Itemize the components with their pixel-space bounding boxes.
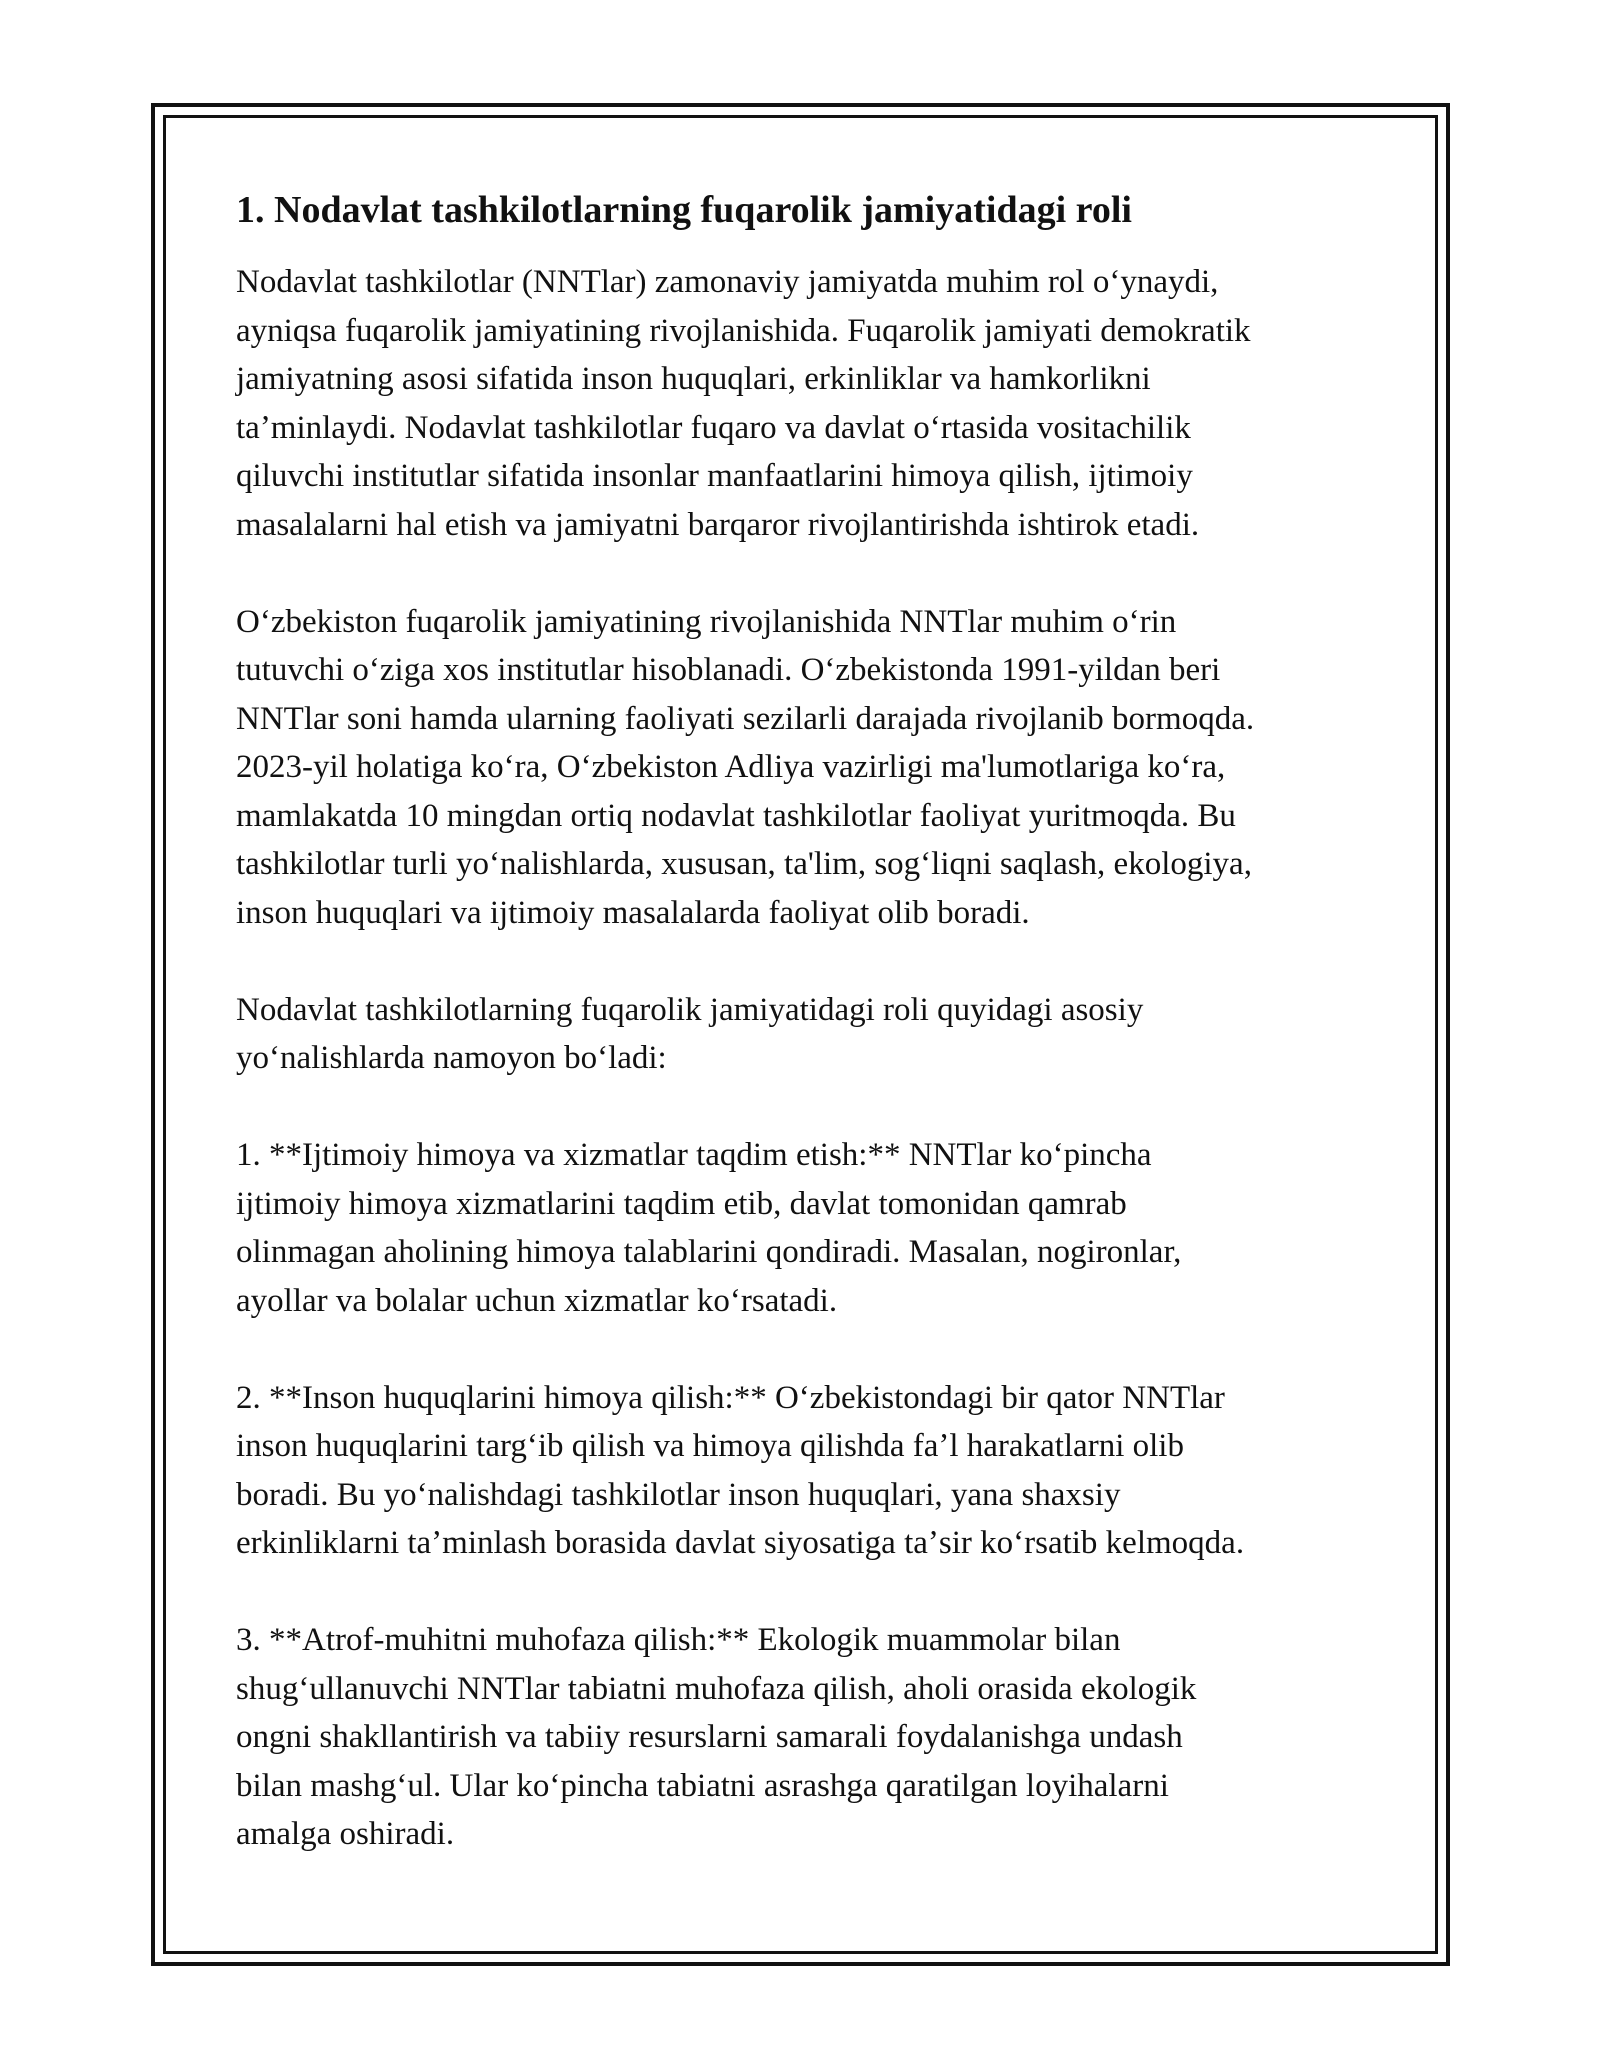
list-item-human-rights: 2. **Inson huquqlarini himoya qilish:** Oʻzbekistondagi bir qator NNTlar inson huquqlarini targʻib qilish va himoya qilishda faʼl harakatlarni olib boradi. Bu yoʻnalishdagi tashkilotlar inson huquqlari, yana shaxsiy erkinliklarni taʼminlash borasida davlat siyosatiga taʼsir koʻrsatib kelmoqda. bbox=[236, 1379, 1245, 1561]
section-heading: 1. Nodavlat tashkilotlarning fuqarolik jamiyatidagi roli bbox=[236, 189, 1132, 231]
list-item-environment: 3. **Atrof-muhitni muhofaza qilish:** Ekologik muammolar bilan shugʻullanuvchi NNTlar tabiatni muhofaza qilish, aholi orasida ekologik ongni shakllantirish va tabiiy resurslarni samarali foydalanishga undash bilan mashgʻul. Ular koʻpincha tabiatni asrashga qaratilgan loyihalarni amalga oshiradi. bbox=[236, 1622, 1197, 1852]
paragraph-uzbekistan: Oʻzbekiston fuqarolik jamiyatining rivojlanishida NNTlar muhim oʻrin tutuvchi oʻziga xos institutlar hisoblanadi. Oʻzbekistonda 1991-yildan beri NNTlar soni hamda ularning faoliyati sezilarli darajada rivojlanib bormoqda. 2023-yil holatiga koʻra, Oʻzbekiston Adliya vazirligi ma'lumotlariga koʻra, mamlakatda 10 mingdan ortiq nodavlat tashkilotlar faoliyat yuritmoqda. Bu tashkilotlar turli yoʻnalishlarda, xususan, ta'lim, sogʻliqni saqlash, ekologiya, inson huquqlari va ijtimoiy masalalarda faoliyat olib boradi. bbox=[236, 603, 1255, 931]
paragraph-directions: Nodavlat tashkilotlarning fuqarolik jamiyatidagi roli quyidagi asosiy yoʻnalishlarda namoyon boʻladi: bbox=[236, 991, 1144, 1076]
paragraph-intro: Nodavlat tashkilotlar (NNTlar) zamonaviy jamiyatda muhim rol oʻynaydi, ayniqsa fuqarolik jamiyatining rivojlanishida. Fuqarolik jamiyati demokratik jamiyatning asosi sifatida inson huquqlari, erkinliklar va hamkorlikni taʼminlaydi. Nodavlat tashkilotlar fuqaro va davlat oʻrtasida vositachilik qiluvchi institutlar sifatida insonlar manfaatlarini himoya qilish, ijtimoiy masalalarni hal etish va jamiyatni barqaror rivojlantirishda ishtirok etadi. bbox=[236, 264, 1251, 543]
document-body bbox=[236, 186, 1386, 1907]
list-item-social-protection: 1. **Ijtimoiy himoya va xizmatlar taqdim etish:** NNTlar koʻpincha ijtimoiy himoya xizmatlarini taqdim etib, davlat tomonidan qamrab olinmagan aholining himoya talablarini qondiradi. Masalan, nogironlar, ayollar va bolalar uchun xizmatlar koʻrsatadi. bbox=[236, 1137, 1182, 1319]
